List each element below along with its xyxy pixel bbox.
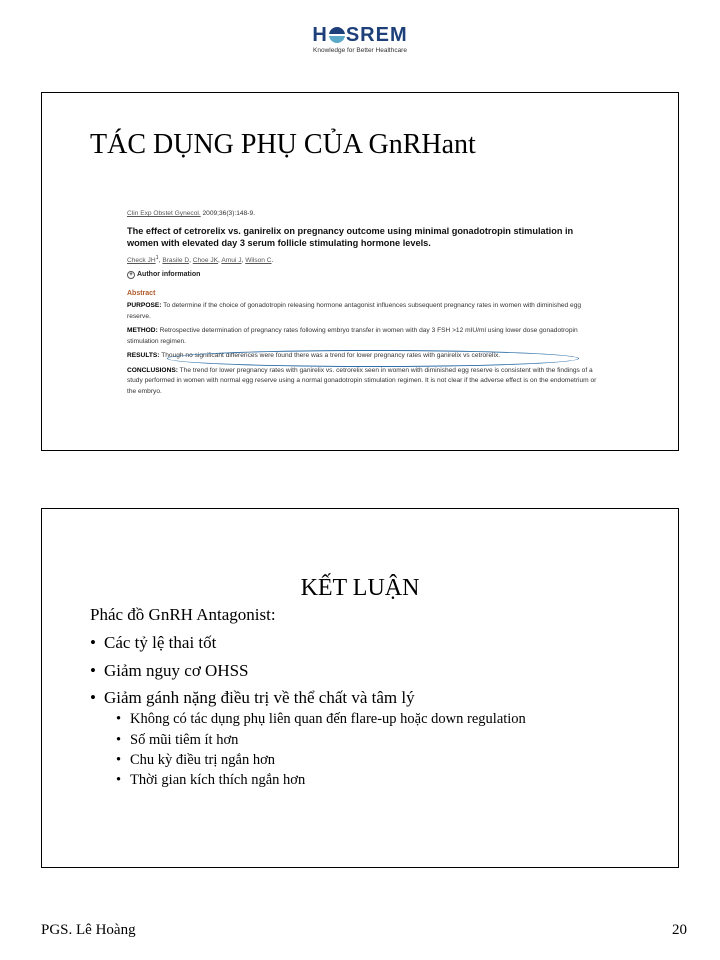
- results-highlight-oval: [167, 350, 579, 367]
- sub-bullet-text: Số mũi tiêm ít hơn: [130, 732, 239, 748]
- expand-plus-icon: +: [127, 271, 135, 279]
- section-label: PURPOSE:: [127, 302, 162, 310]
- section-text: Retrospective determination of pregnancy rates following embryo transfer in women with day 3 FSH >12 mIU/ml using lower dose gonadotropin stimulation regimen.: [127, 327, 578, 345]
- abstract-heading: Abstract: [127, 289, 156, 297]
- slide-side-effects: [41, 92, 679, 451]
- bullet-icon: •: [116, 732, 122, 748]
- section-label: RESULTS:: [127, 352, 160, 360]
- paper-abstract: [127, 209, 597, 397]
- section-label: CONCLUSIONS:: [127, 366, 178, 374]
- sub-bullet-text: Chu kỳ điều trị ngắn hơn: [130, 752, 275, 768]
- page-number: 20: [672, 922, 687, 938]
- footer-author: PGS. Lê Hoàng: [41, 922, 136, 938]
- sub-bullet-item: [116, 772, 305, 789]
- author-list: Check $JH^1$, Brasile D, Choe JK, Amui J, Wilson C.: [127, 254, 274, 264]
- sub-bullet-item: [116, 711, 526, 728]
- hosrem-logo: [300, 24, 420, 54]
- logo-tagline: Knowledge for Better Healthcare: [313, 47, 407, 54]
- bullet-item: [90, 661, 249, 681]
- author-information-toggle[interactable]: [127, 270, 597, 281]
- bullet-icon: •: [90, 633, 96, 652]
- citation-details: 2009;36(3):148-9.: [202, 210, 255, 217]
- sub-bullet-item: [116, 732, 238, 749]
- section-text: Though no significant differences were found there was a trend for lower pregnancy rates with ganirelix vs cetrorelix.: [161, 352, 501, 360]
- abstract-conclusions: [127, 366, 597, 398]
- intro-text: Phác đồ GnRH Antagonist:: [90, 605, 276, 624]
- section-label: METHOD:: [127, 327, 158, 335]
- bullet-icon: •: [116, 772, 122, 788]
- bullet-item: [90, 688, 415, 708]
- logo-wordmark: H SREM: [312, 24, 408, 46]
- slide-conclusion: [41, 508, 679, 868]
- bullet-icon: •: [90, 661, 96, 680]
- author-link[interactable]: Choe JK: [192, 256, 219, 264]
- slide-title: TÁC DỤNG PHỤ CỦA GnRHant: [90, 129, 476, 160]
- sub-bullet-text: Thời gian kích thích ngắn hơn: [130, 772, 306, 788]
- abstract-method: [127, 326, 597, 347]
- sub-bullet-text: Không có tác dụng phụ liên quan đến flare-up hoặc down regulation: [130, 711, 526, 727]
- citation: [127, 209, 597, 220]
- bullet-icon: •: [90, 688, 96, 707]
- author-link[interactable]: Amui J: [221, 256, 242, 264]
- slide-title: KẾT LUẬN: [300, 575, 420, 601]
- author-link[interactable]: Wilson C: [245, 256, 272, 264]
- bullet-text: Các tỷ lệ thai tốt: [104, 633, 217, 652]
- author-info-label: Author information: [137, 271, 201, 279]
- logo-globe-icon: [329, 27, 345, 43]
- author-sup: 1: [155, 254, 159, 261]
- sub-bullet-item: [116, 752, 275, 769]
- journal-link[interactable]: Clin Exp Obstet Gynecol.: [127, 210, 201, 217]
- section-text: To determine if the choice of gonadotropin releasing hormone antagonist influences subsequent pregnancy rates in women with diminished egg reserve.: [127, 302, 582, 320]
- paper-title: The effect of cetrorelix vs. ganirelix on pregnancy outcome using minimal gonadotropin stimulation in women with elevated day 3 serum follicle stimulating hormone levels.: [127, 225, 574, 248]
- bullet-text: Giảm gánh nặng điều trị về thể chất và tâm lý: [104, 688, 415, 707]
- bullet-text: Giảm nguy cơ OHSS: [104, 661, 249, 680]
- author-link[interactable]: Brasile D: [162, 256, 190, 264]
- section-text: The trend for lower pregnancy rates with ganirelix vs. cetrorelix seen in women with diminished egg reserve is consistent with the findings of a study performed in women with normal egg reserve using a normal gonadotropin stimulation regimen. It is not clear if the adverse effect is on the endometrium or the embryo.: [127, 366, 597, 395]
- abstract-purpose: [127, 301, 597, 322]
- bullet-icon: •: [116, 752, 122, 768]
- bullet-item: [90, 633, 216, 653]
- bullet-icon: •: [116, 711, 122, 727]
- author-link[interactable]: Check JH: [127, 256, 156, 264]
